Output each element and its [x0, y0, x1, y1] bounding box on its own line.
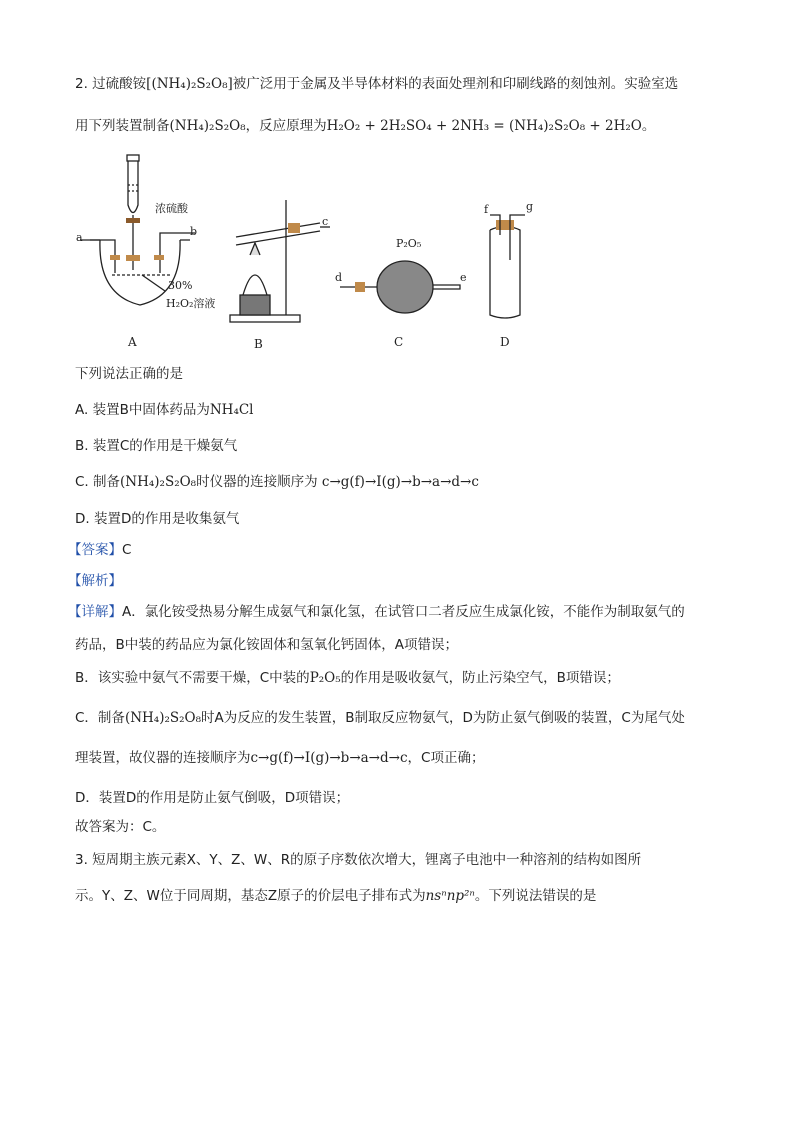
detail-c1-post: 时A为反应的发生装置，B制取反应物氨气，D为防止氨气倒吸的装置，C为尾气处	[201, 710, 685, 726]
label-c: C	[394, 335, 404, 349]
option-c-formula: (NH₄)₂S₂O₈	[120, 474, 197, 490]
q2-formula-1: [(NH₄)₂S₂O₈]	[146, 76, 233, 92]
detail-c-line-2	[75, 746, 484, 766]
ann-d: d	[335, 271, 343, 284]
answer-value: C	[122, 542, 132, 558]
detail-label: 【详解】	[68, 604, 122, 620]
apparatus-drawing	[60, 145, 540, 355]
q3-line2-post: 。下列说法错误的是	[474, 888, 597, 904]
ann-30-percent: 30%	[168, 279, 193, 292]
detail-c2-sequence: c→g(f)→I(g)→b→a→d→c	[250, 750, 408, 766]
detail-c2-post: ，C项正确；	[407, 750, 485, 766]
option-b-letter: B.	[75, 438, 89, 454]
option-c-letter: C.	[75, 474, 89, 490]
option-d-text: 装置D的作用是收集氨气	[89, 511, 240, 527]
ann-acid: 浓硫酸	[155, 202, 188, 215]
option-b-text: 装置C的作用是干燥氨气	[88, 438, 238, 454]
answer-line	[68, 538, 131, 558]
apparatus-b	[230, 200, 330, 322]
ann-h2o2: H₂O₂溶液	[166, 297, 216, 310]
detail-a-line-2: 药品，B中装的药品应为氯化铵固体和氢氧化钙固体，A项错误；	[75, 637, 458, 653]
option-a-letter: A.	[75, 402, 89, 418]
label-a: A	[128, 335, 137, 349]
q2-line-1	[75, 72, 678, 92]
q2-formula-2: (NH₄)₂S₂O₈	[169, 118, 246, 134]
q2-stem: 下列说法正确的是	[75, 366, 183, 382]
q2-line2-mid: ，反应原理为	[245, 118, 327, 134]
apparatus-c	[340, 261, 460, 313]
detail-a-line-1	[68, 600, 685, 620]
detail-d: D．装置D的作用是防止氨气倒吸，D项错误；	[75, 790, 350, 806]
ann-f: f	[484, 203, 489, 216]
detail-b-formula: P₂O₅	[309, 670, 341, 686]
option-c-sequence: 时仪器的连接顺序为 c→g(f)→I(g)→b→a→d→c	[196, 474, 479, 490]
option-a-text: 装置B中固体药品为	[88, 402, 210, 418]
label-d: D	[500, 335, 510, 349]
ann-c: c	[322, 215, 329, 228]
q2-number-text: 2. 过硫酸铵	[75, 76, 147, 92]
q3-line2-text: 示。Y、Z、W位于同周期，基态Z原子的价层电子排布式为	[75, 888, 426, 904]
detail-b-post: 的作用是吸收氨气，防止污染空气，B项错误；	[340, 670, 620, 686]
ann-g: g	[526, 200, 534, 213]
q3-line-1: 3. 短周期主族元素X、Y、Z、W、R的原子序数依次增大，锂离子电池中一种溶剂的结构如图所	[75, 852, 642, 868]
option-d-letter: D.	[75, 511, 90, 527]
option-b[interactable]	[75, 434, 237, 454]
option-a-formula: NH₄Cl	[209, 402, 254, 418]
option-c-text: 制备	[88, 474, 121, 490]
detail-c2-text: 理装置，故仪器的连接顺序为	[75, 750, 251, 766]
detail-b	[75, 666, 620, 686]
q3-config-formula: nsⁿnp²ⁿ	[425, 888, 475, 904]
reaction-equation: H₂O₂ + 2H₂SO₄ + 2NH₃ = (NH₄)₂S₂O₈ + 2H₂O	[326, 118, 642, 134]
ann-p2o5: P₂O₅	[396, 237, 422, 250]
q2-line1-text: 被广泛用于金属及半导体材料的表面处理剂和印刷线路的刻蚀剂。实验室选	[232, 76, 679, 92]
detail-c1-text: C．制备	[75, 710, 125, 726]
q2-line2-text: 用下列装置制备	[75, 118, 170, 134]
ann-e: e	[460, 271, 467, 284]
detail-a1-text: A．氯化铵受热易分解生成氨气和氯化氢，在试管口二者反应生成氯化铵，不能作为制取氨气的	[122, 604, 685, 620]
ann-b: b	[190, 225, 198, 238]
apparatus-figure	[60, 145, 540, 355]
answer-label: 【答案】	[68, 542, 122, 558]
ann-a: a	[76, 231, 83, 244]
q3-line-2	[75, 884, 596, 904]
conclusion: 故答案为：C。	[75, 819, 166, 835]
option-d[interactable]	[75, 507, 239, 527]
detail-c-line-1	[75, 706, 685, 726]
detail-c1-formula: (NH₄)₂S₂O₈	[124, 710, 202, 726]
q2-line2-end: 。	[641, 118, 656, 134]
q2-line-2	[75, 114, 655, 134]
label-b: B	[254, 337, 263, 351]
option-a[interactable]	[75, 398, 254, 418]
detail-b-text: B．该实验中氨气不需要干燥，C中装的	[75, 670, 310, 686]
analysis-label: 【解析】	[68, 573, 122, 589]
option-c[interactable]	[75, 470, 479, 490]
apparatus-d	[490, 215, 525, 318]
